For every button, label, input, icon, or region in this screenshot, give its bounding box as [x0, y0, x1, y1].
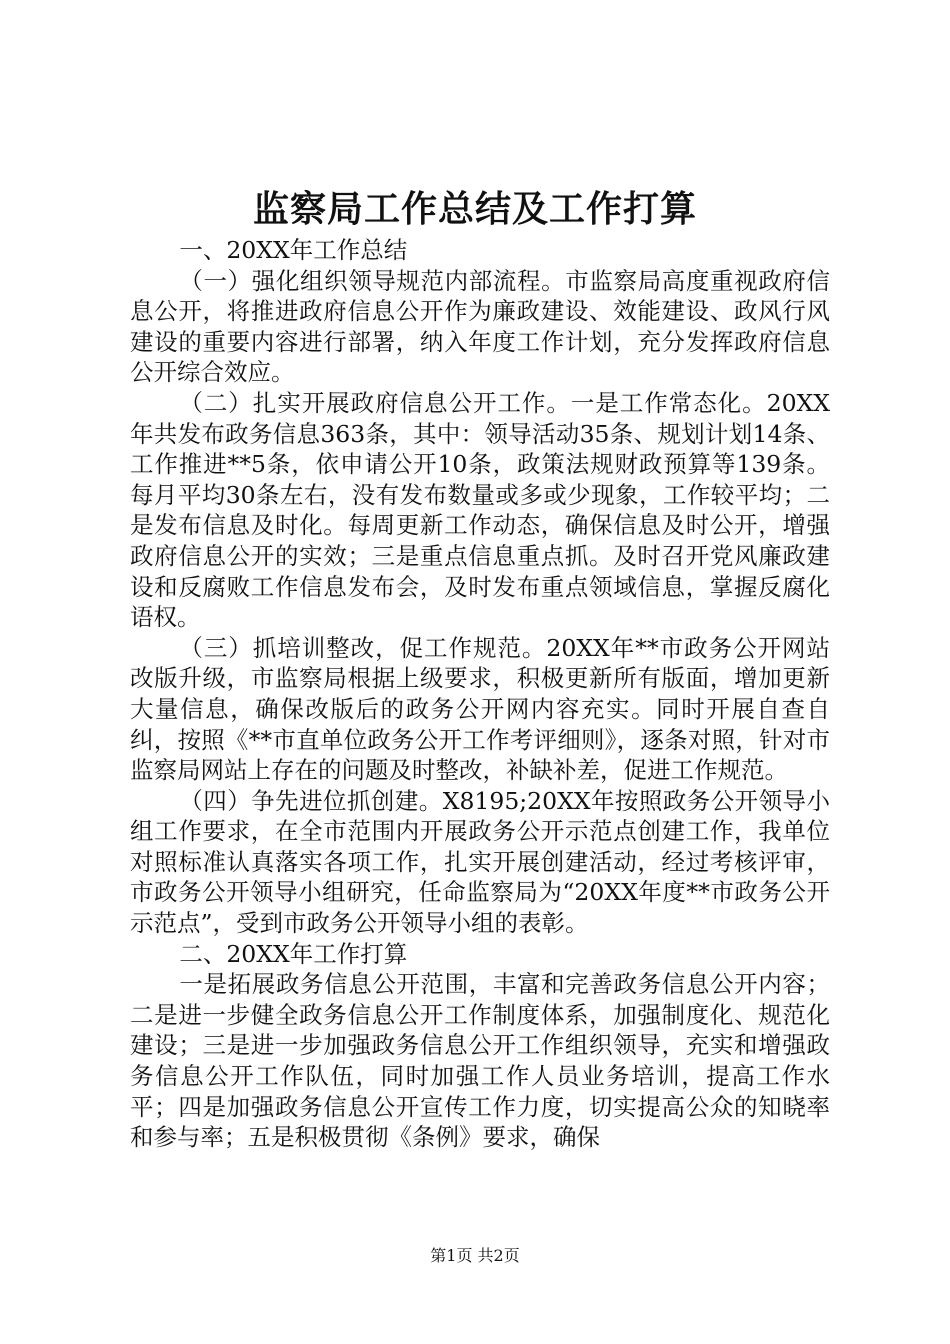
paragraph-2: （二）扎实开展政府信息公开工作。一是工作常态化。20XX年共发布政务信息363条，其中：领导活动35条、规划计划14条、工作推进**5条，依申请公开10条，政策法规财政预算等139条。每月平均30条左右，没有发布数量或多或少现象，工作较平均；二是发布信息及时化。每周更新工作动态，确保信息及时公开，增强政府信息公开的实效；三是重点信息重点抓。及时召开党风廉政建设和反腐败工作信息发布会，及时发布重点领域信息，掌握反腐化语权。 — [130, 388, 830, 632]
page-number: 第1页 共2页 — [430, 1246, 520, 1265]
section-heading-2: 二、20XX年工作打算 — [179, 939, 408, 968]
paragraph-5: 一是拓展政务信息公开范围，丰富和完善政务信息公开内容；二是进一步健全政务信息公开工作制度体系，加强制度化、规范化建设；三是进一步加强政务信息公开工作组织领导，充实和增强政务信息公开工作队伍，同时加强工作人员业务培训，提高工作水平；四是加强政务信息公开宣传工作力度，切实提高公众的知晓率和参与率；五是积极贯彻《条例》要求，确保 — [130, 970, 830, 1152]
document-title: 监察局工作总结及工作打算 — [252, 188, 697, 230]
paragraph-1: （一）强化组织领导规范内部流程。市监察局高度重视政府信息公开，将推进政府信息公开作为廉政建设、效能建设、政风行风建设的重要内容进行部署，纳入年度工作计划，充分发挥政府信息公开综合效应。 — [130, 266, 830, 387]
section-heading-1: 一、20XX年工作总结 — [179, 236, 408, 264]
paragraph-4: （四）争先进位抓创建。X8195;20XX年按照政务公开领导小组工作要求，在全市范围内开展政务公开示范点创建工作，我单位对照标准认真落实各项工作，扎实开展创建活动，经过考核评审，市政务公开领导小组研究，任命监察局为“20XX年度**市政务公开示范点”，受到市政务公开领导小组的表彰。 — [130, 786, 830, 938]
paragraph-3: （三）抓培训整改，促工作规范。20XX年**市政务公开网站改版升级，市监察局根据上级要求，积极更新所有版面，增加更新大量信息，确保改版后的政务公开网内容充实。同时开展自查自纠，按照《**市直单位政务公开工作考评细则》，逐条对照，针对市监察局网站上存在的问题及时整改，补缺补差，促进工作规范。 — [130, 633, 830, 785]
document-body — [130, 235, 830, 1153]
